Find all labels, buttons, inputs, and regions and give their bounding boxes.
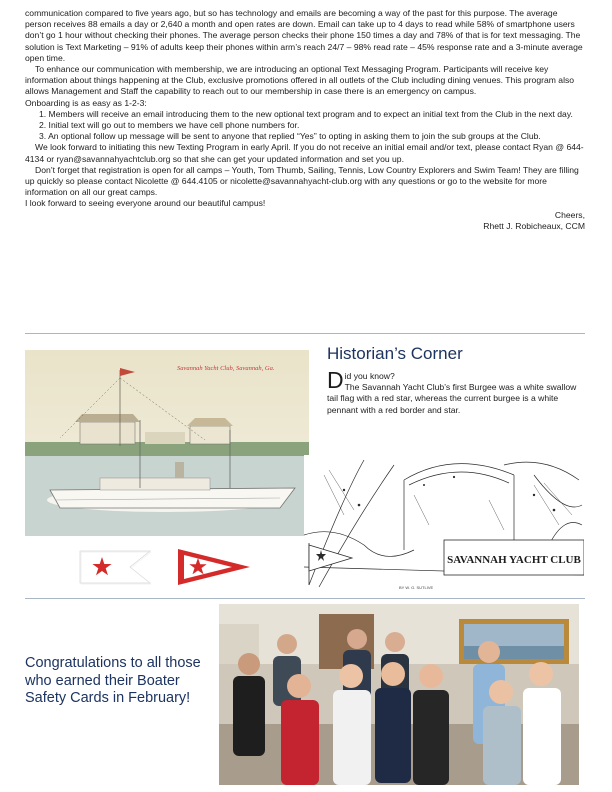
onboarding-steps [25,109,585,143]
historians-corner-text [327,367,589,416]
historians-corner-title: Historian’s Corner [327,344,463,363]
list-item: 3. An optional follow up message will be sent to anyone that replied “Yes” to opting in asking them to join the sub groups at the Club. [39,131,541,142]
yacht-club-sketch [304,455,584,595]
letter-paragraph: We look forward to initiating this new Texting Program in early April. If you do not receive an initial email and/or text, please contact Ryan @ 644-4134 or ryan@savannahyachtclub.org so that she can get your updated information and set you up. [25,142,584,164]
sketch-credit: BY W. G. SUTLIVE [399,585,434,590]
postcard-caption: Savannah Yacht Club, Savannah, Ga. [177,365,275,372]
list-item: 1. Members will receive an email introducing them to the new optional text program and to expect an initial text from the Club in the next day. [39,108,573,119]
list-item: 2. Initial text will go out to members we have cell phone numbers for. [39,120,300,131]
boater-safety-group-photo [219,604,579,785]
current-burgee-icon [176,547,252,587]
letter-paragraph: To enhance our communication with membership, we are introducing an optional Text Messaging Program. Participants will receive key information about things happening at the Club, exclusive promotions offered in all outlets of the Club including dining venues. This program also allows Management and Staff the capability to reach out to our membership in case there is an emergency on campus. [25,64,575,97]
letter-body [25,8,585,232]
burgee-fact: The Savannah Yacht Club’s first Burgee was a white swallow tail flag with a red star, whereas the current burgee is a white pennant with a red border and star. [327,382,577,415]
sketch-sign-text: SAVANNAH YACHT CLUB [447,554,581,566]
section-divider [25,333,585,334]
section-divider [25,598,585,599]
lead-in: id you know? [344,371,395,381]
onboarding-intro: Onboarding is as easy as 1-2-3: [25,97,147,108]
closing: Cheers, [554,209,585,220]
first-burgee-icon [78,547,152,587]
letter-paragraph: Don’t forget that registration is open for all camps – Youth, Tom Thumb, Sailing, Tennis, Low Country Explorers and Swim Team! They are filling up quickly so please contact Nicolette @ 644.4105 or nicolette@savannahyacht-club.org with any questions or go to the website for more information on all our great camps. [25,164,579,198]
congratulations-text: Congratulations to all those who earned their Boater Safety Cards in February! [25,655,201,706]
drop-cap: D [327,367,344,393]
letter-paragraph: I look forward to seeing everyone around our beautiful campus! [25,198,266,209]
letter-paragraph: communication compared to five years ago, but so has technology and emails are becoming a way of the past for this purpose. The average person receives 88 emails a day or 2,640 a month and open rates are down. Email can take up to 4 days to read while 58% of smartphone users don’t go 1 hour without checking their phones. The average person checks their phone 150 times a day and 78% of that is for text messaging. The solution is Text Marketing – 91% of adults keep their phones within arm’s reach 24/7 – 98% read rate – 45% response rate and a 3-minute average open time. [25,8,583,63]
signature: Rhett J. Robicheaux, CCM [483,220,585,231]
yacht-club-postcard [25,350,309,536]
